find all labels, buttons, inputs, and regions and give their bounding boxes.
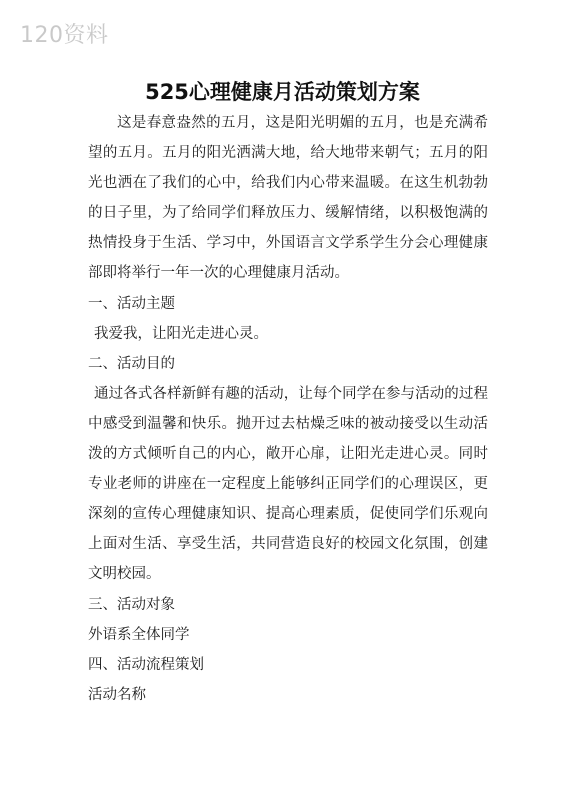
section-heading-audience: 三、活动对象 xyxy=(88,596,175,613)
document-body xyxy=(88,108,488,710)
section-heading-purpose: 二、活动目的 xyxy=(88,355,175,372)
section-text-audience: 外语系全体同学 xyxy=(88,626,190,643)
section-heading-theme: 一、活动主题 xyxy=(88,295,175,312)
watermark: 120资料 xyxy=(20,23,109,48)
intro-paragraph: 这是春意盎然的五月，这是阳光明媚的五月，也是充满希望的五月。五月的阳光洒满大地，给大地带来朝气；五月的阳光也洒在了我们的心中，给我们内心带来温暖。在这生机勃勃的日子里，为了给同学们释放压力、缓解情绪，以积极饱满的热情投身于生活、学习中，外国语言文学系学生分会心理健康部即将举行一年一次的心理健康月活动。 xyxy=(88,115,488,282)
section-text-theme: 我爱我，让阳光走进心灵。 xyxy=(94,325,268,342)
section-heading-process: 四、活动流程策划 xyxy=(88,656,204,673)
section-text-purpose: 通过各式各样新鲜有趣的活动，让每个同学在参与活动的过程中感受到温馨和快乐。抛开过去枯燥乏味的被动接受以生动活泼的方式倾听自己的内心，敞开心扉，让阳光走进心灵。同时专业老师的讲座在一定程度上能够纠正同学们的心理误区，更深刻的宣传心理健康知识、提高心理素质，促使同学们乐观向上面对生活、享受生活，共同营造良好的校园文化氛围，创建文明校园。 xyxy=(88,385,488,583)
document-title: 525心理健康月活动策划方案 xyxy=(145,80,420,104)
section-text-process: 活动名称 xyxy=(88,686,146,703)
